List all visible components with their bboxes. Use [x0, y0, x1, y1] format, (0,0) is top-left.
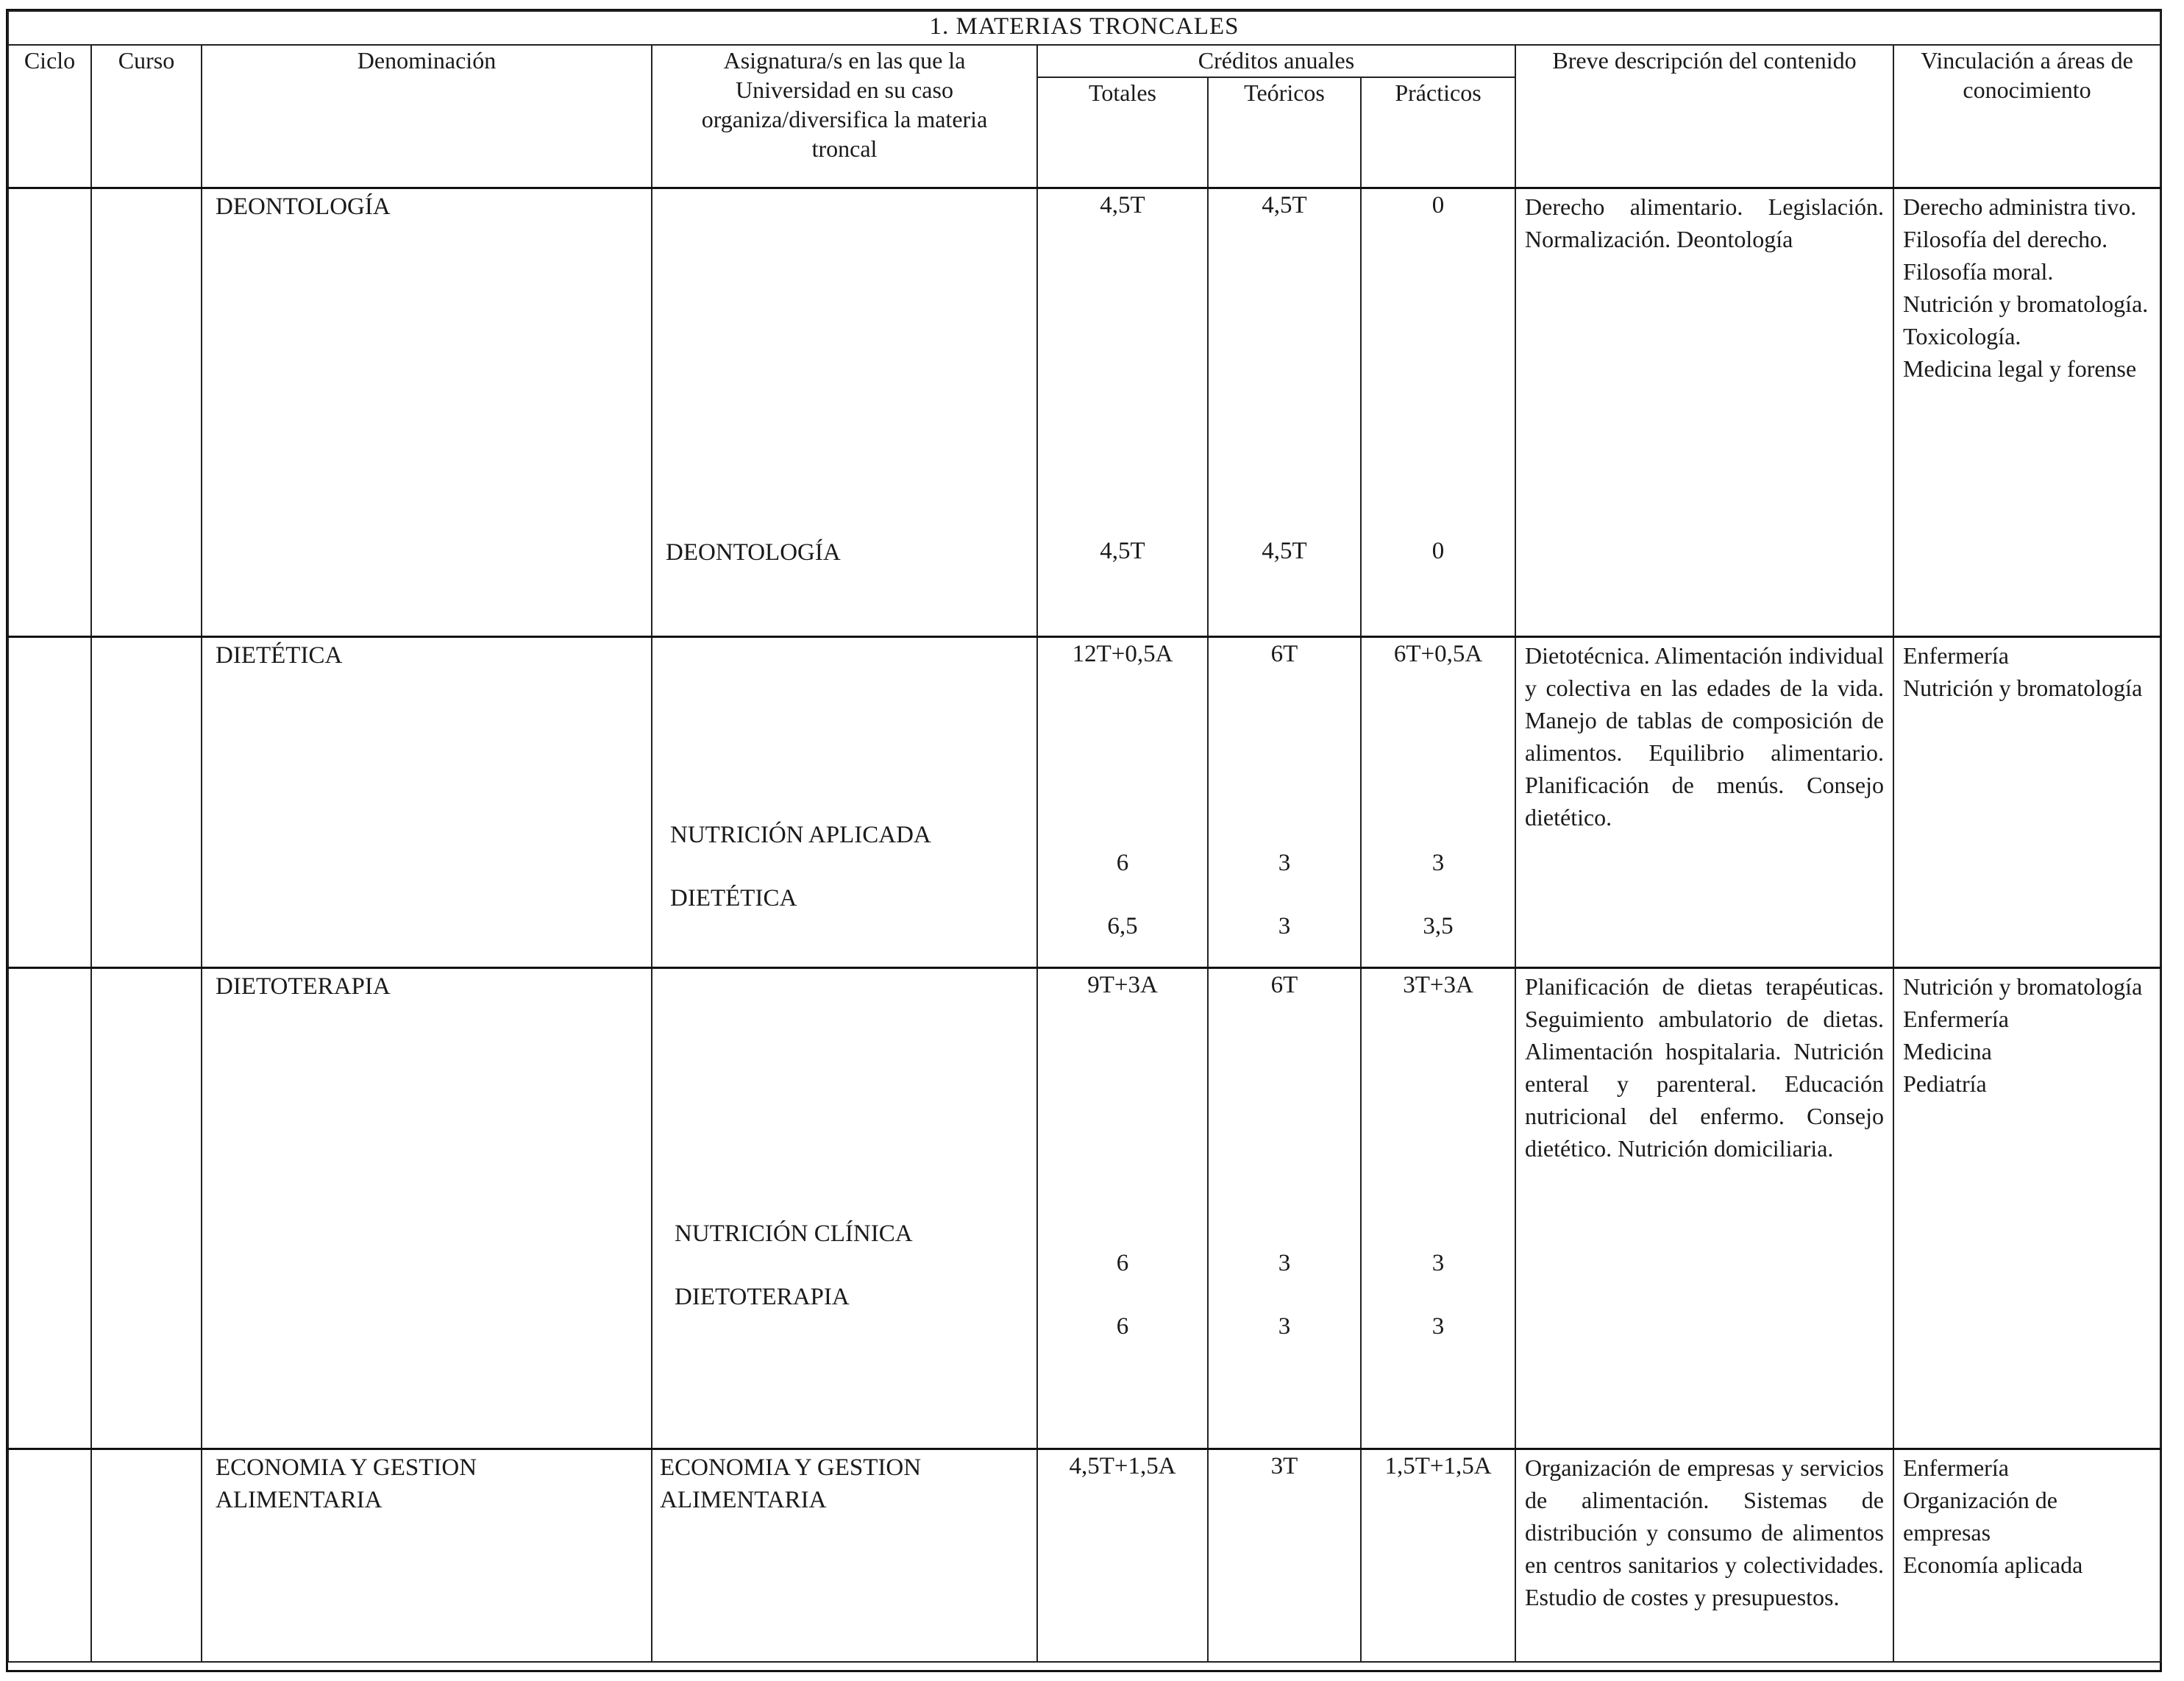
- creditos-totales-cell: [1037, 636, 1208, 967]
- creditos-totales-cell: [1037, 967, 1208, 1449]
- materia-descripcion: Dietotécnica. Alimentación individual y colectiva en las edades de la vida. Manejo de tablas de composición de alimentos. Equilibrio alimentario. Planificación de menús. Consejo dietético.: [1515, 636, 1893, 967]
- area-item: Nutrición y bromatología: [1903, 674, 2143, 701]
- materia-teoricos: 6T: [1270, 640, 1298, 667]
- asignatura-nombre: NUTRICIÓN CLÍNICA: [675, 1220, 913, 1247]
- creditos-totales-cell: [1037, 188, 1208, 636]
- curso-cell: [91, 188, 202, 636]
- asignatura-teoricos: 3: [1278, 1249, 1291, 1276]
- materia-totales: 9T+3A: [1087, 971, 1158, 998]
- area-item: Enfermería: [1903, 1005, 2009, 1032]
- document-sheet: [6, 9, 2161, 1673]
- asignatura-practicos: 3: [1431, 849, 1445, 876]
- header-teoricos: Teóricos: [1208, 77, 1361, 188]
- materia-practicos: 0: [1431, 191, 1445, 218]
- asignatura-nombre: DEONTOLOGÍA: [666, 539, 841, 566]
- bottom-rule: [6, 1670, 2161, 1672]
- area-item: Nutrición y bromatología: [1903, 973, 2143, 1000]
- header-vinculacion: Vinculación a áreas de conocimiento: [1893, 45, 2160, 188]
- materia-descripcion: Planificación de dietas terapéuticas. Seguimiento ambulatorio de dietas. Alimentación hospitalaria. Nutrición enteral y parenteral. Educación nutricional del enfermo. Consejo dietético. Nutrición domiciliaria.: [1515, 967, 1893, 1449]
- table-row: [8, 636, 2160, 967]
- creditos-practicos-cell: [1361, 188, 1515, 636]
- area-item: Economía aplicada: [1903, 1551, 2083, 1578]
- ciclo-cell: [8, 188, 91, 636]
- header-asignaturas: Asignatura/s en las que la Universidad en su caso organiza/diversifica la materia troncal: [652, 45, 1037, 188]
- materia-teoricos: 4,5T: [1262, 191, 1307, 218]
- creditos-teoricos-cell: [1208, 967, 1361, 1449]
- area-item: Enfermería: [1903, 1454, 2009, 1481]
- materia-areas: [1893, 188, 2160, 636]
- header-descripcion: Breve descripción del contenido: [1515, 45, 1893, 188]
- asignaturas-cell: [652, 636, 1037, 967]
- area-item: Derecho administra tivo.: [1903, 193, 2137, 220]
- asignatura-practicos: 3: [1431, 1249, 1445, 1276]
- asignatura-principal: ECONOMIA Y GESTION ALIMENTARIA: [652, 1449, 1037, 1662]
- asignatura-totales: 6: [1116, 1312, 1129, 1340]
- table-row: [8, 967, 2160, 1449]
- curso-cell: [91, 636, 202, 967]
- area-item: Toxicología.: [1903, 322, 2021, 349]
- materia-practicos: 6T+0,5A: [1393, 640, 1483, 667]
- curso-cell: [91, 967, 202, 1449]
- creditos-practicos-cell: [1361, 636, 1515, 967]
- asignatura-practicos: 3,5: [1423, 912, 1454, 939]
- table-title: 1. MATERIAS TRONCALES: [8, 11, 2160, 45]
- header-creditos: Créditos anuales: [1037, 45, 1515, 77]
- materia-denominacion: DIETOTERAPIA: [202, 967, 652, 1449]
- asignaturas-cell: [652, 188, 1037, 636]
- creditos-teoricos-cell: [1208, 636, 1361, 967]
- asignatura-nombre: NUTRICIÓN APLICADA: [670, 821, 931, 848]
- materia-teoricos: 3T: [1208, 1449, 1361, 1662]
- asignatura-practicos: 3: [1431, 1312, 1445, 1340]
- area-item: Medicina legal y forense: [1903, 355, 2137, 382]
- materia-teoricos: 6T: [1270, 971, 1298, 998]
- curso-cell: [91, 1449, 202, 1662]
- header-practicos: Prácticos: [1361, 77, 1515, 188]
- materia-denominacion: DEONTOLOGÍA: [202, 188, 652, 636]
- asignatura-totales: 6: [1116, 1249, 1129, 1276]
- asignatura-teoricos: 3: [1278, 849, 1291, 876]
- materias-troncales-table: [7, 10, 2161, 1663]
- area-item: Medicina: [1903, 1037, 1992, 1065]
- materia-practicos: 3T+3A: [1403, 971, 1473, 998]
- asignatura-totales: 6: [1116, 849, 1129, 876]
- materia-areas: [1893, 1449, 2160, 1662]
- materia-practicos: 1,5T+1,5A: [1361, 1449, 1515, 1662]
- area-item: Pediatría: [1903, 1070, 1987, 1097]
- asignatura-totales: 4,5T: [1100, 537, 1145, 564]
- table-row: [8, 188, 2160, 636]
- materia-areas: [1893, 967, 2160, 1449]
- materia-totales: 4,5T: [1100, 191, 1145, 218]
- asignaturas-cell: [652, 967, 1037, 1449]
- materia-totales: 12T+0,5A: [1072, 640, 1173, 667]
- asignatura-nombre: DIETOTERAPIA: [675, 1283, 850, 1310]
- materia-denominacion: DIETÉTICA: [202, 636, 652, 967]
- asignatura-teoricos: 3: [1278, 1312, 1291, 1340]
- asignatura-nombre: DIETÉTICA: [670, 884, 797, 911]
- asignatura-teoricos: 3: [1278, 912, 1291, 939]
- asignatura-totales: 6,5: [1107, 912, 1138, 939]
- ciclo-cell: [8, 1449, 91, 1662]
- materia-descripcion: Derecho alimentario. Legislación. Normalización. Deontología: [1515, 188, 1893, 636]
- materia-descripcion: Organización de empresas y servicios de alimentación. Sistemas de distribución y consumo de alimentos en centros sanitarios y colectividades. Estudio de costes y presupuestos.: [1515, 1449, 1893, 1662]
- ciclo-cell: [8, 967, 91, 1449]
- area-item: Nutrición y bromatología.: [1903, 290, 2149, 317]
- materia-areas: [1893, 636, 2160, 967]
- materia-totales: 4,5T+1,5A: [1037, 1449, 1208, 1662]
- table-row: [8, 1449, 2160, 1662]
- asignatura-practicos: 0: [1431, 537, 1445, 564]
- header-ciclo: Ciclo: [8, 45, 91, 188]
- header-denominacion: Denominación: [202, 45, 652, 188]
- ciclo-cell: [8, 636, 91, 967]
- header-totales: Totales: [1037, 77, 1208, 188]
- area-item: Filosofía moral.: [1903, 257, 2054, 285]
- creditos-practicos-cell: [1361, 967, 1515, 1449]
- creditos-teoricos-cell: [1208, 188, 1361, 636]
- asignatura-teoricos: 4,5T: [1262, 537, 1307, 564]
- area-item: Filosofía del derecho.: [1903, 225, 2108, 252]
- materia-denominacion: ECONOMIA Y GESTION ALIMENTARIA: [202, 1449, 652, 1662]
- header-curso: Curso: [91, 45, 202, 188]
- area-item: Organización de empresas: [1903, 1486, 2057, 1546]
- area-item: Enfermería: [1903, 642, 2009, 669]
